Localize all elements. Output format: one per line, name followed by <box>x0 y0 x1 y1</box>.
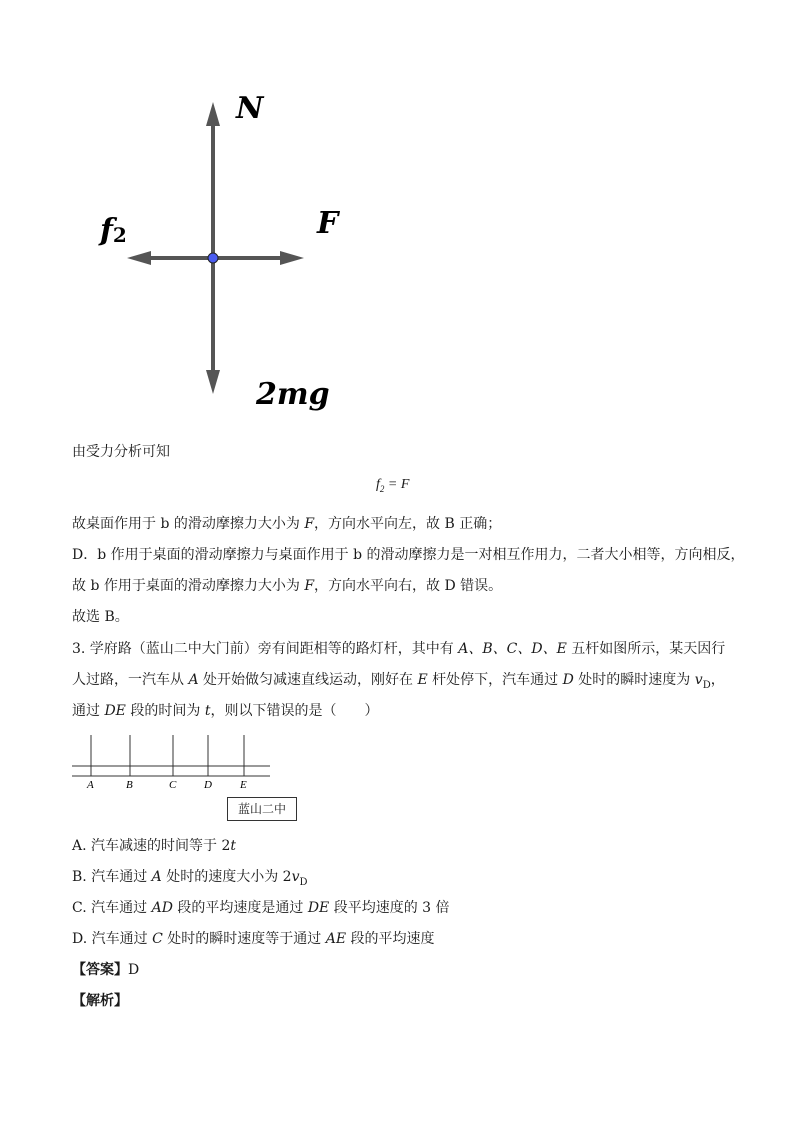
arrow-N-head <box>206 102 220 126</box>
light-poles <box>86 735 247 791</box>
solution-line-5: 故选 B。 <box>72 609 129 625</box>
option-c: C. 汽车通过 AD 段的平均速度是通过 DE 段平均速度的 3 倍 <box>72 900 450 916</box>
option-b: B. 汽车通过 A 处时的速度大小为 $2v_D$ <box>72 869 308 888</box>
analysis-label: 【解析】 <box>72 993 128 1009</box>
pole-label-B: B <box>126 779 133 791</box>
pole-label-D: D <box>204 779 212 791</box>
arrow-f2-head <box>127 251 151 265</box>
pole-label-E: E <box>240 779 247 791</box>
label-F: F <box>317 206 339 241</box>
question-line-3: 通过 DE 段的时间为 t，则以下错误的是（ ） <box>72 703 379 719</box>
label-f: f2 <box>100 213 127 248</box>
center-dot <box>208 253 218 263</box>
force-arrows <box>127 102 304 394</box>
solution-line-1: 由受力分析可知 <box>72 444 170 460</box>
option-d: D. 汽车通过 C 处时的瞬时速度等于通过 AE 段的平均速度 <box>72 931 435 947</box>
arrow-2mg-head <box>206 370 220 394</box>
force-diagram <box>0 0 400 420</box>
solution-line-3: D．b 作用于桌面的滑动摩擦力与桌面作用于 b 的滑动摩擦力是一对相互作用力，二者大小相等，方向相反， <box>72 547 745 563</box>
solution-line-4: 故 b 作用于桌面的滑动摩擦力大小为 F，方向水平向右，故 D 错误。 <box>72 578 503 594</box>
school-label-box: 蓝山二中 <box>227 797 297 821</box>
solution-line-2: 故桌面作用于 b 的滑动摩擦力大小为 F，方向水平向左，故 B 正确； <box>72 516 502 532</box>
pole-label-C: C <box>169 779 177 791</box>
question-line-2: 人过路，一汽车从 A 处开始做匀减速直线运动，刚好在 E 杆处停下，汽车通过 D 处时的瞬时速度为 $v_D$， <box>72 672 725 691</box>
answer-label: 【答案】 <box>72 962 128 978</box>
label-2mg: 2mg <box>256 377 330 412</box>
answer-line <box>72 960 139 980</box>
pole-label-A: A <box>87 779 94 791</box>
option-a: A. 汽车减速的时间等于 2t <box>72 838 237 854</box>
road-figure <box>66 730 276 796</box>
arrow-F-head <box>280 251 304 265</box>
question-line-1: 3. 学府路（蓝山二中大门前）旁有间距相等的路灯杆，其中有 A、B、C、D、E 五杆如图所示，某天因行 <box>72 641 726 657</box>
answer-value: D <box>128 962 140 978</box>
label-N: N <box>236 91 264 126</box>
formula: $f_2 = F$ <box>376 477 410 494</box>
